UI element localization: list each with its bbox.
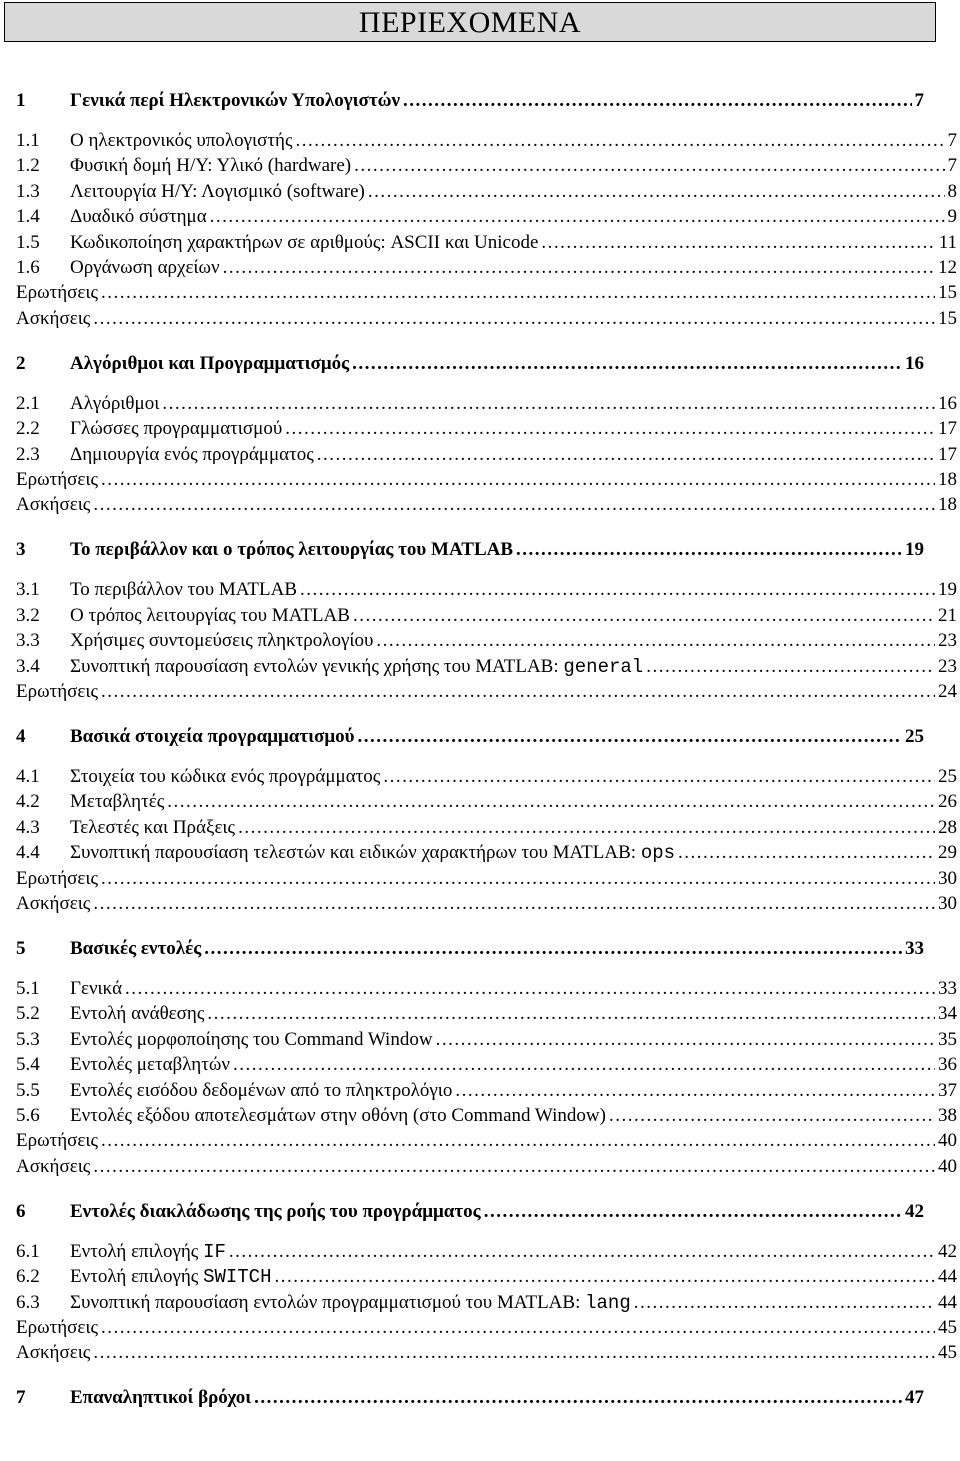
toc-dot-leader [101, 868, 935, 890]
toc-dot-leader [646, 656, 935, 678]
toc-entry-number: 3 [16, 539, 26, 560]
toc-chapter-row[interactable] [16, 1383, 924, 1409]
toc-entry-label: Αλγόριθμοι [70, 393, 160, 414]
toc-dot-leader [403, 90, 912, 112]
toc-entry-label: Το περιβάλλον του MATLAB [70, 579, 298, 600]
toc-entry-label: Συνοπτική παρουσίαση εντολών γενικής χρήσης του MATLAB: general [70, 656, 644, 678]
toc-entry-number: 5.6 [16, 1105, 40, 1126]
toc-entry-row[interactable] [16, 652, 957, 678]
toc-entry-number: 5.3 [16, 1029, 40, 1050]
toc-entry-number: 1.5 [16, 232, 40, 253]
toc-entry-label: Ο ηλεκτρονικός υπολογιστής [70, 130, 293, 151]
toc-entry-number: 7 [16, 1387, 26, 1408]
toc-dot-leader [678, 842, 935, 864]
toc-entry-number: 5 [16, 938, 26, 959]
toc-entry-row[interactable] [16, 999, 957, 1025]
toc-page-number: 24 [938, 681, 957, 702]
toc-dot-leader [455, 1080, 935, 1102]
toc-entry-label: Ασκήσεις [16, 1342, 91, 1363]
toc-page-number: 17 [938, 418, 957, 439]
toc-entry-label: Ερωτήσεις [16, 469, 99, 490]
toc-entry-label: Συνοπτική παρουσίαση εντολών προγραμματισμού του MATLAB: lang [70, 1292, 631, 1314]
toc-entry-label: Ερωτήσεις [16, 1130, 99, 1151]
toc-entry-row[interactable] [16, 601, 957, 627]
toc-entry-row[interactable] [16, 1288, 957, 1314]
toc-entry-row[interactable] [16, 787, 957, 813]
toc-entry-number: 6 [16, 1201, 26, 1222]
toc-entry-number: 5.1 [16, 978, 40, 999]
toc-entry-row[interactable] [16, 1313, 957, 1339]
toc-dot-leader [229, 1241, 935, 1263]
toc-entry-number: 5.4 [16, 1054, 40, 1075]
toc-entry-label: Λειτουργία Η/Υ: Λογισμικό (software) [70, 181, 365, 202]
toc-dot-leader [354, 155, 944, 177]
toc-dot-leader [93, 494, 935, 516]
toc-entry-row[interactable] [16, 202, 957, 228]
toc-chapter-row[interactable] [16, 349, 924, 375]
toc-entry-label: Το περιβάλλον και ο τρόπος λειτουργίας του MATLAB [70, 539, 514, 560]
toc-page-number: 28 [938, 817, 957, 838]
toc-entry-number: 2.3 [16, 444, 40, 465]
toc-entry-label: Εντολές μορφοποίησης του Command Window [70, 1029, 433, 1050]
toc-entry-row[interactable] [16, 465, 957, 491]
toc-dot-leader [93, 1156, 935, 1178]
toc-dot-leader [609, 1105, 935, 1127]
toc-page-number: 40 [938, 1156, 957, 1177]
toc-dot-leader [101, 282, 935, 304]
toc-entry-label: Κωδικοποίηση χαρακτήρων σε αριθμούς: ASCII και Unicode [70, 232, 539, 253]
toc-entry-label: Ασκήσεις [16, 308, 91, 329]
toc-entry-row[interactable] [16, 1076, 957, 1102]
toc-entry-label: Εντολές εξόδου αποτελεσμάτων στην οθόνη (στο Command Window) [70, 1105, 606, 1126]
toc-entry-label: Ασκήσεις [16, 494, 91, 515]
toc-dot-leader [436, 1029, 935, 1051]
toc-page-number: 9 [947, 206, 957, 227]
toc-entry-label: Εντολές διακλάδωσης της ροής του προγράμματος [70, 1201, 481, 1222]
toc-entry-row[interactable] [16, 1101, 957, 1127]
toc-entry-row[interactable] [16, 626, 957, 652]
toc-dot-leader [101, 1317, 935, 1339]
toc-entry-row[interactable] [16, 974, 957, 1000]
toc-entry-number: 4.2 [16, 791, 40, 812]
toc-dot-leader [357, 726, 902, 748]
toc-entry-label: Ερωτήσεις [16, 681, 99, 702]
toc-page-number: 47 [905, 1387, 924, 1408]
toc-page-number: 7 [914, 90, 924, 111]
toc-entry-row[interactable] [16, 151, 957, 177]
toc-entry-label: Εντολή ανάθεσης [70, 1003, 205, 1024]
toc-entry-label: Οργάνωση αρχείων [70, 257, 220, 278]
toc-entry-row[interactable] [16, 864, 957, 890]
toc-dot-leader [233, 1054, 935, 1076]
toc-page-number: 40 [938, 1130, 957, 1151]
toc-entry-label: Βασικά στοιχεία προγραμματισμού [70, 726, 355, 747]
toc-entry-number: 3.3 [16, 630, 40, 651]
toc-page-number: 16 [905, 353, 924, 374]
toc-page-number: 42 [905, 1201, 924, 1222]
toc-dot-leader [285, 418, 935, 440]
toc-page-number: 35 [938, 1029, 957, 1050]
toc-entry-label: Ερωτήσεις [16, 868, 99, 889]
toc-page-number: 7 [947, 155, 957, 176]
toc-entry-number: 4 [16, 726, 26, 747]
toc-dot-leader [162, 393, 935, 415]
toc-page-number: 18 [938, 469, 957, 490]
toc-chapter-row[interactable] [16, 722, 924, 748]
toc-page-number: 7 [947, 130, 957, 151]
toc-dot-leader [634, 1292, 935, 1314]
toc-entry-number: 6.2 [16, 1266, 40, 1287]
toc-entry-label: Γενικά περί Ηλεκτρονικών Υπολογιστών [70, 90, 400, 111]
toc-dot-leader [317, 444, 935, 466]
toc-dot-leader [352, 353, 902, 375]
toc-entry-label: Γενικά [70, 978, 123, 999]
toc-entry-number: 5.5 [16, 1080, 40, 1101]
toc-entry-row[interactable] [16, 1050, 957, 1076]
toc-dot-leader [376, 630, 935, 652]
toc-entry-row[interactable] [16, 304, 957, 330]
toc-entry-label: Εντολή επιλογής IF [70, 1241, 226, 1263]
toc-entry-code: SWITCH [203, 1266, 272, 1288]
toc-entry-number: 1 [16, 90, 26, 111]
toc-dot-leader [541, 232, 935, 254]
toc-dot-leader [93, 308, 935, 330]
toc-dot-leader [383, 766, 935, 788]
toc-dot-leader [275, 1266, 936, 1288]
toc-entry-number: 5.2 [16, 1003, 40, 1024]
toc-page-number: 42 [938, 1241, 957, 1262]
toc-chapter-row[interactable] [16, 1197, 924, 1223]
toc-entry-number: 4.4 [16, 842, 40, 863]
toc-dot-leader [125, 978, 935, 1000]
toc-dot-leader [484, 1201, 902, 1223]
toc-page-number: 30 [938, 893, 957, 914]
toc-page-number: 25 [938, 766, 957, 787]
toc-entry-row[interactable] [16, 1126, 957, 1152]
toc-entry-row[interactable] [16, 1338, 957, 1364]
toc-page-number: 15 [938, 282, 957, 303]
toc-dot-leader [101, 1130, 935, 1152]
toc-page-number: 26 [938, 791, 957, 812]
toc-page-number: 37 [938, 1080, 957, 1101]
toc-page-number: 23 [938, 656, 957, 677]
toc-entry-label: Φυσική δομή Η/Υ: Υλικό (hardware) [70, 155, 352, 176]
toc-entry-number: 3.1 [16, 579, 40, 600]
toc-chapter-row[interactable] [16, 934, 924, 960]
toc-dot-leader [295, 130, 944, 152]
toc-entry-row[interactable] [16, 228, 957, 254]
toc-page-number: 21 [938, 605, 957, 626]
toc-page-number: 19 [905, 539, 924, 560]
toc-entry-row[interactable] [16, 575, 957, 601]
toc-entry-label: Ερωτήσεις [16, 282, 99, 303]
toc-page-number: 30 [938, 868, 957, 889]
toc-dot-leader [204, 938, 902, 960]
toc-entry-number: 1.1 [16, 130, 40, 151]
toc-dot-leader [93, 893, 935, 915]
toc-page-number: 45 [938, 1342, 957, 1363]
toc-entry-row[interactable] [16, 677, 957, 703]
toc-entry-number: 4.1 [16, 766, 40, 787]
toc-entry-number: 3.4 [16, 656, 40, 677]
toc-entry-number: 4.3 [16, 817, 40, 838]
toc-entry-code: IF [203, 1241, 226, 1263]
toc-entry-number: 1.2 [16, 155, 40, 176]
toc-page-number: 36 [938, 1054, 957, 1075]
toc-entry-label: Ο τρόπος λειτουργίας του MATLAB [70, 605, 350, 626]
toc-entry-number: 6.3 [16, 1292, 40, 1313]
toc-page-number: 34 [938, 1003, 957, 1024]
toc-entry-label: Χρήσιμες συντομεύσεις πληκτρολογίου [70, 630, 374, 651]
toc-entry-row[interactable] [16, 278, 957, 304]
toc-page-number: 45 [938, 1317, 957, 1338]
toc-dot-leader [93, 1342, 935, 1364]
toc-entry-label: Ερωτήσεις [16, 1317, 99, 1338]
toc-entry-label: Ασκήσεις [16, 1156, 91, 1177]
toc-entry-label: Εντολές μεταβλητών [70, 1054, 230, 1075]
toc-entry-row[interactable] [16, 414, 957, 440]
toc-entry-row[interactable] [16, 889, 957, 915]
toc-page-number: 16 [938, 393, 957, 414]
page-title: ΠΕΡΙΕΧΟΜΕΝΑ [4, 2, 936, 42]
toc-entry-number: 2 [16, 353, 26, 374]
toc-chapter-row[interactable] [16, 535, 924, 561]
toc-entry-row[interactable] [16, 1025, 957, 1051]
toc-entry-row[interactable] [16, 126, 957, 152]
toc-dot-leader [368, 181, 945, 203]
toc-dot-leader [516, 539, 902, 561]
toc-entry-code: lang [585, 1292, 631, 1314]
toc-entry-row[interactable] [16, 177, 957, 203]
toc-page-number: 25 [905, 726, 924, 747]
toc-entry-label: Συνοπτική παρουσίαση τελεστών και ειδικών χαρακτήρων του MATLAB: ops [70, 842, 676, 864]
toc-entry-number: 3.2 [16, 605, 40, 626]
toc-entry-row[interactable] [16, 389, 957, 415]
toc-entry-label: Τελεστές και Πράξεις [70, 817, 236, 838]
toc-entry-row[interactable] [16, 490, 957, 516]
toc-page-number: 15 [938, 308, 957, 329]
toc-entry-number: 2.2 [16, 418, 40, 439]
toc-entry-row[interactable] [16, 1152, 957, 1178]
toc-entry-label: Εντολές εισόδου δεδομένων από το πληκτρολόγιο [70, 1080, 453, 1101]
toc-dot-leader [207, 1003, 935, 1025]
toc-page-number: 19 [938, 579, 957, 600]
toc-page-number: 33 [905, 938, 924, 959]
toc-page-number: 38 [938, 1105, 957, 1126]
toc-entry-number: 1.4 [16, 206, 40, 227]
toc-page-number: 17 [938, 444, 957, 465]
toc-page-number: 23 [938, 630, 957, 651]
toc-entry-number: 6.1 [16, 1241, 40, 1262]
toc-entry-number: 1.6 [16, 257, 40, 278]
toc-dot-leader [353, 605, 935, 627]
toc-entry-label: Μεταβλητές [70, 791, 165, 812]
toc-chapter-row[interactable] [16, 86, 924, 112]
toc-entry-row[interactable] [16, 838, 957, 864]
toc-dot-leader [101, 681, 935, 703]
toc-dot-leader [210, 206, 945, 228]
toc-dot-leader [101, 469, 935, 491]
toc-entry-row[interactable] [16, 762, 957, 788]
toc-entry-number: 2.1 [16, 393, 40, 414]
toc-dot-leader [254, 1387, 902, 1409]
toc-page-number: 12 [938, 257, 957, 278]
toc-dot-leader [238, 817, 935, 839]
toc-page-number: 18 [938, 494, 957, 515]
toc-entry-label: Γλώσσες προγραμματισμού [70, 418, 283, 439]
toc-page-number: 8 [947, 181, 957, 202]
toc-entry-label: Ασκήσεις [16, 893, 91, 914]
toc-entry-label: Δημιουργία ενός προγράμματος [70, 444, 314, 465]
toc-dot-leader [300, 579, 935, 601]
toc-entry-code: ops [640, 842, 676, 864]
toc-page-number: 44 [938, 1266, 957, 1287]
toc-entry-label: Στοιχεία του κώδικα ενός προγράμματος [70, 766, 381, 787]
toc-page-number: 44 [938, 1292, 957, 1313]
toc-entry-label: Επαναληπτικοί βρόχοι [70, 1387, 252, 1408]
toc-entry-code: general [563, 656, 644, 678]
toc-page-number: 11 [938, 232, 957, 253]
toc-entry-row[interactable] [16, 253, 957, 279]
toc-dot-leader [167, 791, 935, 813]
toc-entry-row[interactable] [16, 813, 957, 839]
toc-entry-label: Εντολή επιλογής SWITCH [70, 1266, 272, 1288]
toc-entry-row[interactable] [16, 440, 957, 466]
toc-dot-leader [223, 257, 935, 279]
toc-entry-label: Βασικές εντολές [70, 938, 202, 959]
toc-entry-row[interactable] [16, 1237, 957, 1263]
toc-page-number: 33 [938, 978, 957, 999]
toc-entry-row[interactable] [16, 1262, 957, 1288]
toc-entry-number: 1.3 [16, 181, 40, 202]
toc-page-number: 29 [938, 842, 957, 863]
toc-entry-label: Δυαδικό σύστημα [70, 206, 207, 227]
toc-entry-label: Αλγόριθμοι και Προγραμματισμός [70, 353, 350, 374]
